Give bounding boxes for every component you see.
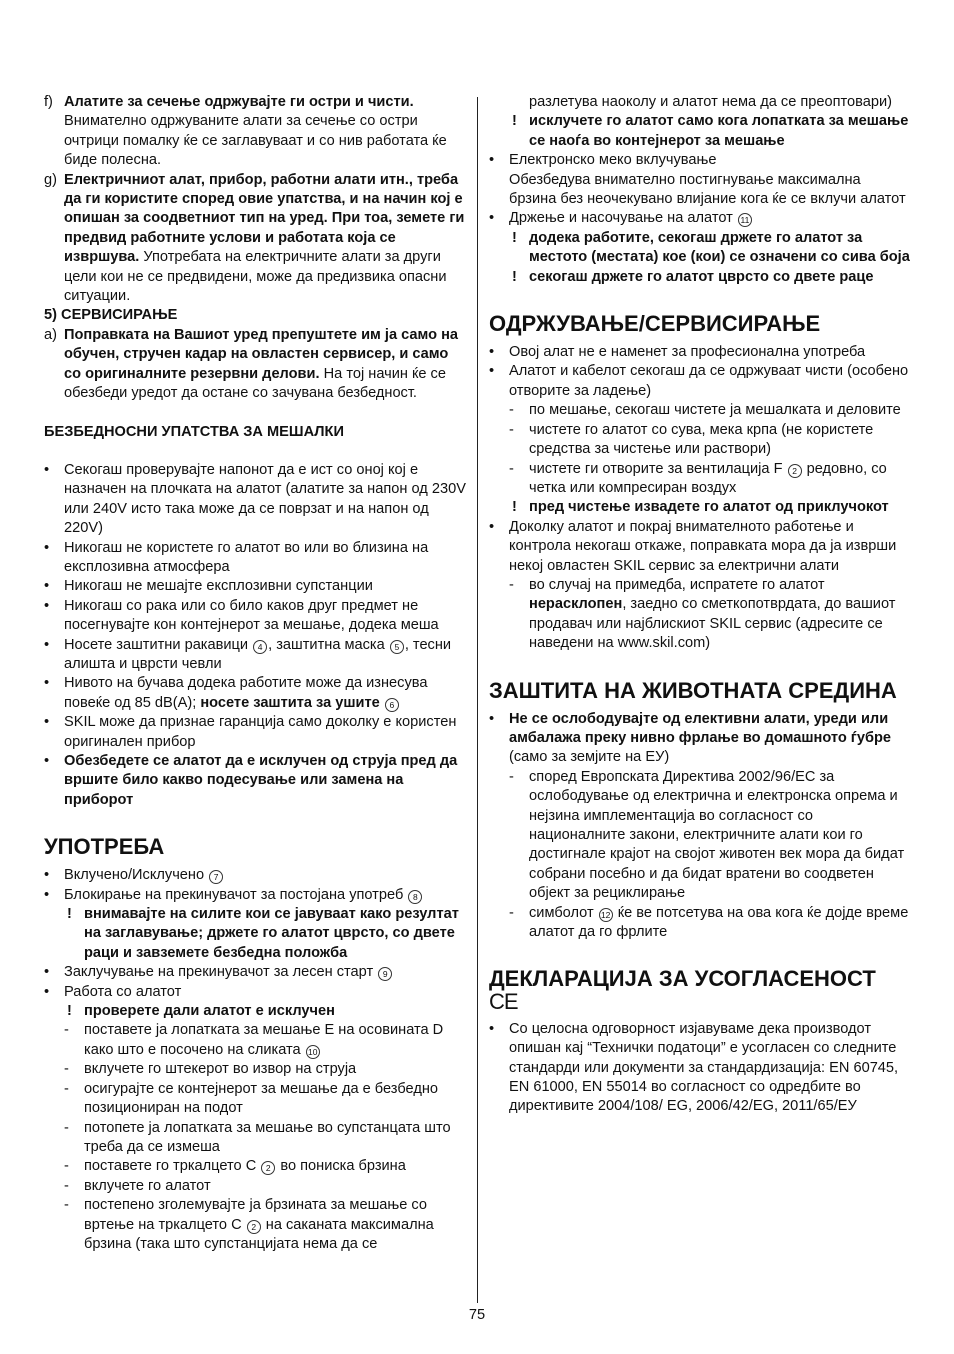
dash-text: вклучете го штекерот во извор на струја	[84, 1061, 357, 1078]
warning-text: секогаш држете го алатот цврсто со двете раце	[529, 268, 874, 285]
bullet-marker: •	[44, 714, 50, 731]
bullet-marker: •	[489, 344, 495, 361]
dash-text: поставете го тркалцето C	[84, 1158, 261, 1175]
item-marker: g)	[44, 171, 57, 188]
bullet-marker: •	[489, 710, 495, 727]
bullet-item	[489, 362, 912, 401]
dash-item	[489, 576, 912, 654]
dash-text: чистете го алатот со сува, мека крпа (не користете средства за чистење или раствори)	[529, 421, 874, 458]
bullet-item	[489, 209, 912, 228]
body-text: Употребата на електричните алати за други цели кои не се предвидени, може да предизвика опасни ситуации.	[64, 249, 447, 305]
dash-marker: -	[509, 402, 514, 419]
bullet-marker: •	[44, 578, 50, 595]
ce-mark-icon: CE	[489, 989, 518, 1015]
bullet-text: Блокирање на прекинувачот за постојана употреб	[64, 886, 408, 903]
dash-item	[489, 904, 912, 943]
bullet-text: Никогаш со рака или со било каков друг предмет не посегнувајте кон контејнерот за мешање, додека меша	[64, 597, 439, 634]
bullet-item	[44, 636, 467, 675]
callout-number: 2	[788, 464, 802, 478]
dash-text: чистете ги отворите за вентилација F	[529, 460, 787, 477]
bullet-marker: •	[44, 886, 50, 903]
dash-text: на саканата максимална брзина (така што супстанцијата нема да се	[84, 1216, 434, 1252]
bullet-item	[44, 886, 467, 905]
environment-heading: ЗАШТИТА НА ЖИВОТНАТА СРЕДИНА	[489, 677, 897, 703]
warning-marker: !	[512, 113, 517, 130]
warning-text: внимавајте на силите кои се јавуваат како резултат на заглавување; држете го алатот цврсто, со двете раци и завземете безбедна положба	[84, 906, 459, 961]
bold-text: Не се ослободувајте од елективни алати, уреди или амбалажа преку нивно фрлање во домашното ѓубре	[509, 710, 892, 746]
bullet-text: Електронско меко вклучување	[509, 152, 717, 169]
warning-marker: !	[512, 499, 517, 516]
dash-marker: -	[509, 768, 514, 785]
callout-number: 8	[408, 890, 422, 904]
bold-text: нерасклопен	[529, 596, 623, 613]
dash-item-continued	[489, 93, 912, 112]
dash-text: во случај на примедба, испратете го алатот	[529, 576, 825, 593]
callout-number: 5	[390, 640, 404, 654]
bullet-text: Алатот и кабелот секогаш да се одржуваат чисти (особено отворите за ладење)	[509, 363, 909, 399]
dash-text: постепено зголемувајте ја брзината за мешање со вртење на тркалцето C	[84, 1197, 428, 1233]
dash-text: по мешање, секогаш чистете ја мешалката и деловите	[529, 402, 901, 419]
dash-text: според Европската Директива 2002/96/EC за ослободување од електрична и електронска опрема и нејзина имплементација во согласност со националните закони, електричните алати кои го достигнале крајот на својот животен век мора да бидат собрани посебно и да бидат вратени во соодветен објект за рециклирање	[529, 768, 905, 902]
bullet-text: Никогаш не мешајте експлозивни супстанции	[64, 578, 373, 595]
bullet-item	[44, 674, 467, 713]
item-a	[44, 326, 467, 404]
bullet-marker: •	[44, 964, 50, 981]
dash-marker: -	[509, 460, 514, 477]
bullet-item	[44, 983, 467, 1002]
bullet-marker: •	[489, 210, 495, 227]
bullet-text: Држење и насочување на алатот	[509, 210, 737, 227]
bullet-marker: •	[489, 1020, 495, 1037]
bullet-item	[44, 752, 467, 810]
warning-item	[489, 498, 912, 517]
dash-marker: -	[64, 1177, 69, 1194]
column-divider	[477, 97, 478, 1303]
dash-marker: -	[509, 904, 514, 921]
dash-item	[489, 421, 912, 460]
bold-text: Обезбедете се алатот да е исклучен од струја пред да вршите било какво подесување или замена на приборот	[64, 753, 458, 808]
bullet-marker: •	[44, 867, 50, 884]
dash-text: вклучете го алатот	[84, 1177, 211, 1194]
dash-text: редовно, со четка или компресиран воздух	[529, 460, 887, 496]
bullet-marker: •	[44, 461, 50, 478]
bullet-marker: •	[489, 363, 495, 380]
bullet-marker: •	[44, 983, 50, 1000]
bullet-marker: •	[489, 152, 495, 169]
warning-text: додека работите, секогаш држете го алатот за местото (местата) кое (кои) се означени со сива боја	[529, 229, 910, 266]
warning-marker: !	[512, 268, 517, 285]
section-5-heading: 5) СЕРВИСИРАЊЕ	[44, 307, 178, 324]
bullet-item	[44, 597, 467, 636]
bullet-text: Работа со алатот	[64, 983, 182, 1000]
bullet-item	[489, 151, 912, 209]
bullet-text: SKIL може да признае гаранција само доколку е користен оригинален прибор	[64, 714, 457, 750]
bullet-text: Секогаш проверувајте напонот да е ист со оној кој е назначен на плочката на алатот (алатите за напон од 230V или 240V исто така може да се поврзат и на напон од 220V)	[64, 461, 466, 537]
dash-text: потопете ја лопатката за мешање во супстанцата што треба да се измеша	[84, 1119, 451, 1155]
maintenance-heading: ОДРЖУВАЊЕ/СЕРВИСИРАЊЕ	[489, 311, 821, 337]
dash-marker: -	[64, 1197, 69, 1214]
warning-item	[489, 112, 912, 151]
dash-item	[44, 1060, 467, 1079]
dash-text: ќе ве потсетува на ова кога ќе дојде време алатот да го фрлите	[529, 904, 909, 941]
bullet-text: Никогаш не користете го алатот во или во близина на експлозивна атмосфера	[64, 539, 429, 575]
bullet-item	[489, 343, 912, 362]
dash-marker: -	[64, 1119, 69, 1136]
bold-text: Електричниот алат, прибор, работни алати итн., треба да ги користите според овие упатства, и на начин кој е опишан за соодветниот тип на уред. При тоа, земете ги предвид работните услови и работата која се извршува.	[64, 171, 465, 266]
dash-item	[489, 401, 912, 420]
bullet-item	[44, 577, 467, 596]
warning-marker: !	[67, 906, 72, 923]
dash-item	[44, 1196, 467, 1254]
bullet-text: Овој алат не е наменет за професионална употреба	[509, 344, 866, 361]
safety-heading: БЕЗБЕДНОСНИ УПАТСТВА ЗА МЕШАЛКИ	[44, 423, 344, 440]
dash-marker: -	[509, 421, 514, 438]
bullet-item	[44, 866, 467, 885]
dash-marker: -	[64, 1080, 69, 1097]
dash-text: осигурајте се контејнерот за мешање да е безбедно позициониран на подот	[84, 1080, 439, 1117]
body-text: На тој начин ќе се обезбеди уредот да остане со зачувана безбедност.	[64, 365, 446, 402]
bullet-item	[489, 518, 912, 576]
item-marker: f)	[44, 94, 53, 110]
callout-number: 12	[599, 908, 613, 922]
left-column	[44, 93, 467, 1254]
dash-item	[489, 768, 912, 904]
bold-text: носете заштита за ушите	[200, 694, 384, 711]
bullet-item	[44, 713, 467, 752]
bullet-marker: •	[44, 597, 50, 614]
dash-text: симболот	[529, 904, 598, 921]
bullet-text: , заштитна маска	[268, 636, 389, 653]
bullet-item	[44, 963, 467, 982]
dash-text: во пониска брзина	[276, 1158, 406, 1175]
dash-item	[44, 1080, 467, 1119]
warning-text: исклучете го алатот само кога лопатката за мешање се наоѓа во контејнерот за мешање	[529, 113, 909, 149]
callout-number: 2	[261, 1161, 275, 1175]
bullet-text: Нивото на бучава додека работите може да изнесува повеќе од 85 dB(A);	[64, 675, 428, 711]
bullet-marker: •	[44, 753, 50, 769]
callout-number: 9	[378, 967, 392, 981]
dash-text: , заедно со сметкопотврдата, до вашиот продавач или најблискиот SKIL сервис (адресите се наведени на www.skil.com)	[529, 596, 896, 652]
bullet-item	[489, 1020, 912, 1117]
dash-item	[489, 460, 912, 499]
dash-text: разлетува наоколу и алатот нема да се преоптовари)	[529, 94, 892, 110]
dash-item	[44, 1021, 467, 1060]
warning-item	[489, 268, 912, 287]
callout-number: 2	[247, 1220, 261, 1234]
warning-text: пред чистење извадете го алатот од приклучокот	[529, 499, 889, 516]
dash-item	[44, 1157, 467, 1176]
bullet-item	[489, 710, 912, 768]
callout-number: 11	[738, 213, 752, 227]
bold-text: Алатите за сечење одржувајте ги остри и чисти.	[64, 94, 414, 110]
body-text: Внимателно одржуваните алати за сечење со остри очтрици помалку ќе се заглавуваат и со нив работата ќе биде полесна.	[64, 113, 447, 169]
bullet-marker: •	[44, 675, 50, 692]
bold-text: Поправката на Вашиот уред препуштете им ја само на обучен, стручен кадар на овластен сервисер, и само со оригиналните резервни делови.	[64, 326, 459, 382]
item-marker: a)	[44, 326, 57, 343]
dash-item	[44, 1177, 467, 1196]
declaration-heading: ДЕКЛАРАЦИЈА ЗА УСОГЛАСЕНОСТ	[489, 966, 876, 992]
bullet-text: Доколку алатот и покрај внимателното работење и контрола некогаш откаже, поправката мора да ја изврши некој овластен SKIL сервис за електрични алати	[509, 518, 897, 574]
bullet-marker: •	[44, 539, 50, 556]
bullet-item	[44, 461, 467, 539]
bullet-marker: •	[489, 518, 495, 535]
use-heading: УПОТРЕБА	[44, 834, 165, 860]
right-column	[489, 93, 912, 1117]
bullet-text: , тесни алишта и цврсти чевли	[64, 636, 452, 672]
dash-marker: -	[64, 1061, 69, 1078]
dash-text: поставете ја лопатката за мешање E на осовината D како што е посочено на сликата	[84, 1022, 444, 1058]
bullet-text: Со целосна одговорност изјавуваме дека производот опишан кај “Технички податоци” е усогласен со следните стандарди или документи за стандардизација: EN 60745, EN 61000, EN 55014 во согласност со одредбите во директивите 2004/108/ EG, 2006/42/EG, 2011/65/ЕУ	[509, 1020, 899, 1115]
bullet-marker: •	[44, 636, 50, 653]
bullet-text: Обезбедува внимателно постигнување максимална брзина без неочекувано влијание кога ќе се вклучи алатот	[509, 171, 906, 208]
page-number: 75	[468, 1307, 486, 1323]
warning-marker: !	[67, 1003, 72, 1020]
dash-marker: -	[509, 576, 514, 593]
bullet-text: Заклучување на прекинувачот за лесен старт	[64, 964, 378, 981]
warning-text: проверете дали алатот е исклучен	[84, 1003, 335, 1020]
warning-item	[489, 229, 912, 268]
item-g	[44, 171, 467, 307]
warning-item	[44, 905, 467, 963]
warning-item	[44, 1002, 467, 1021]
warning-marker: !	[512, 229, 517, 246]
dash-item	[44, 1119, 467, 1158]
bullet-text: Вклучено/Исклучено	[64, 867, 209, 884]
bullet-item	[44, 539, 467, 578]
item-f	[44, 93, 467, 171]
bullet-text: (само за земјите на ЕУ)	[509, 749, 670, 766]
callout-number: 6	[385, 698, 399, 712]
callout-number: 4	[253, 640, 267, 654]
dash-marker: -	[64, 1158, 69, 1175]
bullet-text: Носете заштитни ракавици	[64, 636, 253, 653]
dash-marker: -	[64, 1022, 69, 1039]
callout-number: 10	[306, 1045, 320, 1059]
callout-number: 7	[209, 870, 223, 884]
